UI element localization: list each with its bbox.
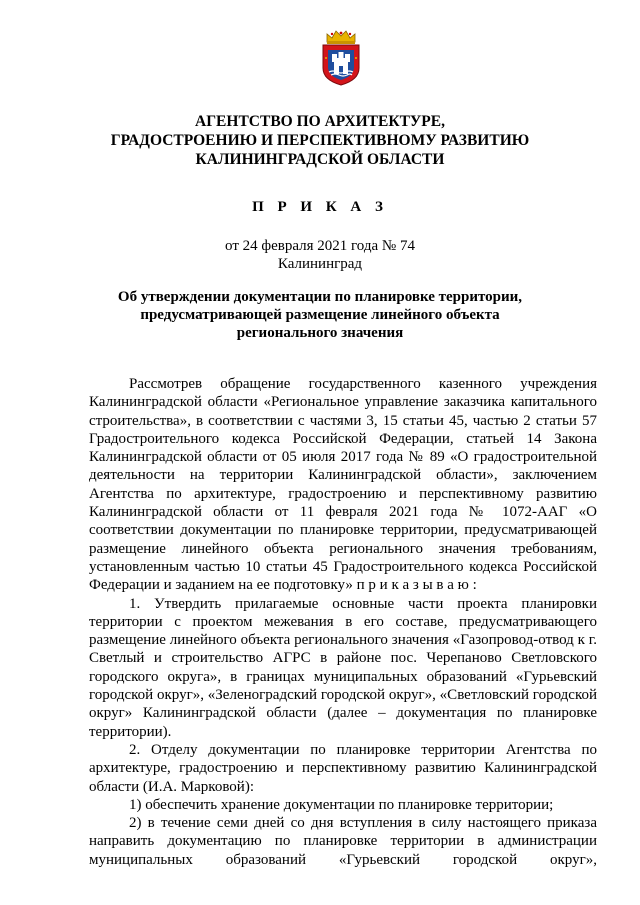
kaliningrad-coat-of-arms-icon	[319, 28, 363, 86]
paragraph-item-1: 1. Утвердить прилагаемые основные части проекта планировки территории с проектом межевания в его составе, предусматривающего размещение линейного объекта регионального значения «Газопровод-отвод к г. Светлый и строительство АГРС в районе пос. Черепаново Светловского городского округа», в границах муниципальных образований «Гурьевский городской округ», «Зеленоградский городской округ», «Светловский городской округ» Калининградской области (далее – документация по планировке территории).	[89, 595, 597, 740]
document-subject	[60, 288, 580, 342]
subject-line-3: регионального значения	[236, 325, 404, 341]
paragraph-subitem-1: 1) обеспечить хранение документации по планировке территории;	[129, 796, 554, 813]
agency-line-3: КАЛИНИНГРАДСКОЙ ОБЛАСТИ	[195, 151, 445, 168]
agency-line-2: ГРАДОСТРОЕНИЮ И ПЕРСПЕКТИВНОМУ РАЗВИТИЮ	[110, 132, 530, 149]
agency-line-1: АГЕНТСТВО ПО АРХИТЕКТУРЕ,	[195, 113, 445, 130]
subject-line-2: предусматривающей размещение линейного объекта	[140, 307, 500, 323]
paragraph-item-2: 2. Отделу документации по планировке территории Агентства по архитектуре, градостроению и перспективному развитию Калининградской области (И.А. Марковой):	[89, 741, 597, 795]
agency-name	[60, 112, 580, 169]
city: Калининград	[277, 256, 363, 272]
paragraph-preamble: Рассмотрев обращение государственного казенного учреждения Калининградской области «Региональное управление заказчика капитального строительства», в соответствии с частями 3, 15 статьи 45, частью 2 статьи 57 Градостроительного кодекса Российской Федерации, статьей 14 Закона Калининградской области от 05 июля 2017 года № 89 «О градостроительной деятельности на территории Калининградской области», заключением Агентства по архитектуре, градостроению и перспективному развитию Калининградской области от 11 февраля 2021 года № 1072-ААГ «О соответствии документации по планировке территории, предусматривающей размещение линейного объекта регионального значения требованиям, установленным частью 10 статьи 45 Градостроительного кодекса Российской Федерации и заданием на ее подготовку» п р и к а з ы в а ю :	[89, 376, 597, 594]
date-block	[60, 237, 580, 273]
paragraph-subitem-2: 2) в течение семи дней со дня вступления в силу настоящего приказа направить документацию по планировке территории в администрации муниципальных образований «Гурьевский городской округ»,	[89, 815, 597, 868]
subject-line-1: Об утверждении документации по планировке территории,	[117, 289, 523, 305]
date-number: от 24 февраля 2021 года № 74	[225, 238, 415, 254]
document-body	[89, 375, 597, 869]
document-type: П Р И К А З	[252, 199, 388, 215]
